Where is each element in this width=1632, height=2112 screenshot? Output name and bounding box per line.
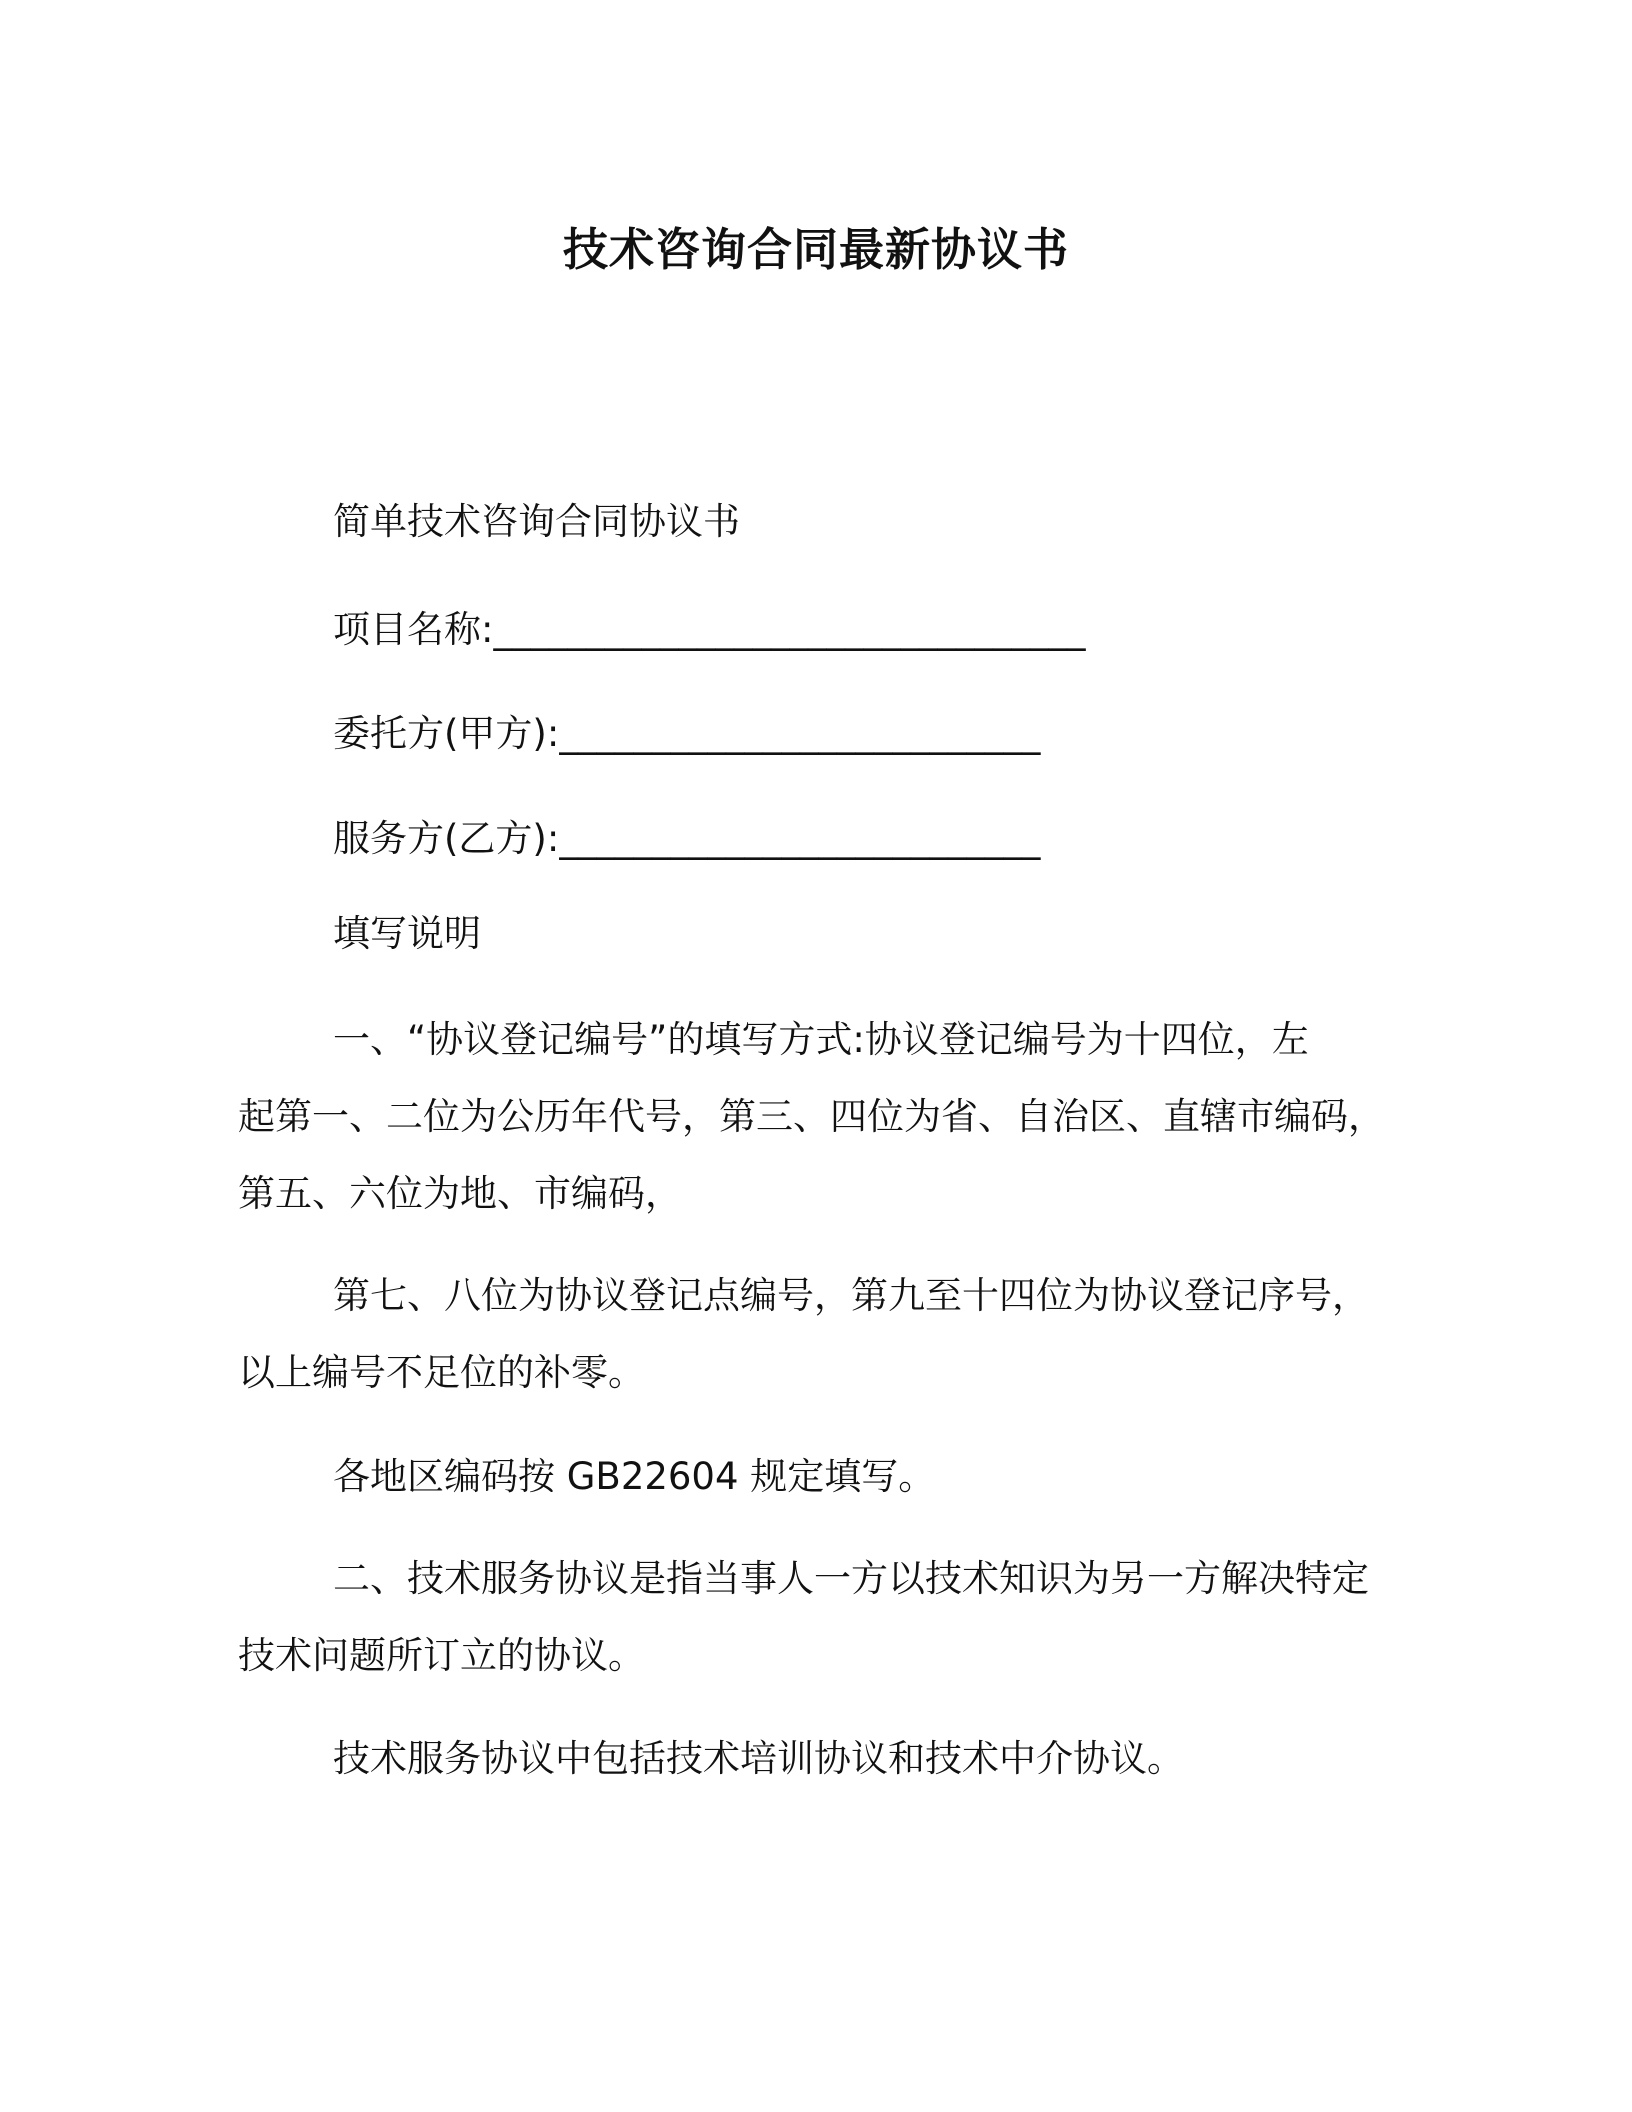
field-blank: __________________________ — [559, 712, 1041, 755]
field-project-name — [333, 606, 1085, 654]
paragraph-line: 第五、六位为地、市编码， — [238, 1172, 682, 1215]
field-blank: ________________________________ — [493, 608, 1086, 651]
paragraph-line: 一、“协议登记编号”的填写方式:协议登记编号为十四位，左 — [333, 1018, 1309, 1061]
paragraph-line: 第七、八位为协议登记点编号，第九至十四位为协议登记序号， — [333, 1274, 1369, 1317]
field-label: 服务方(乙方): — [333, 817, 560, 860]
field-label: 项目名称: — [333, 608, 494, 651]
field-party-a — [333, 710, 1040, 758]
paragraph-line: 二、技术服务协议是指当事人一方以技术知识为另一方解决特定 — [333, 1557, 1369, 1600]
document-title: 技术咨询合同最新协议书 — [562, 223, 1069, 276]
paragraph-line: 以上编号不足位的补零。 — [238, 1351, 645, 1394]
paragraph-line: 技术问题所订立的协议。 — [238, 1634, 645, 1677]
paragraph-line: 各地区编码按 GB22604 规定填写。 — [333, 1455, 936, 1498]
paragraph-line: 技术服务协议中包括技术培训协议和技术中介协议。 — [333, 1737, 1184, 1780]
paragraph-line: 起第一、二位为公历年代号，第三、四位为省、自治区、直辖市编码， — [238, 1095, 1385, 1138]
document-subtitle: 简单技术咨询合同协议书 — [333, 500, 740, 543]
field-label: 委托方(甲方): — [333, 712, 560, 755]
field-party-b — [333, 815, 1040, 863]
instructions-heading: 填写说明 — [333, 912, 481, 955]
field-blank: __________________________ — [559, 817, 1041, 860]
